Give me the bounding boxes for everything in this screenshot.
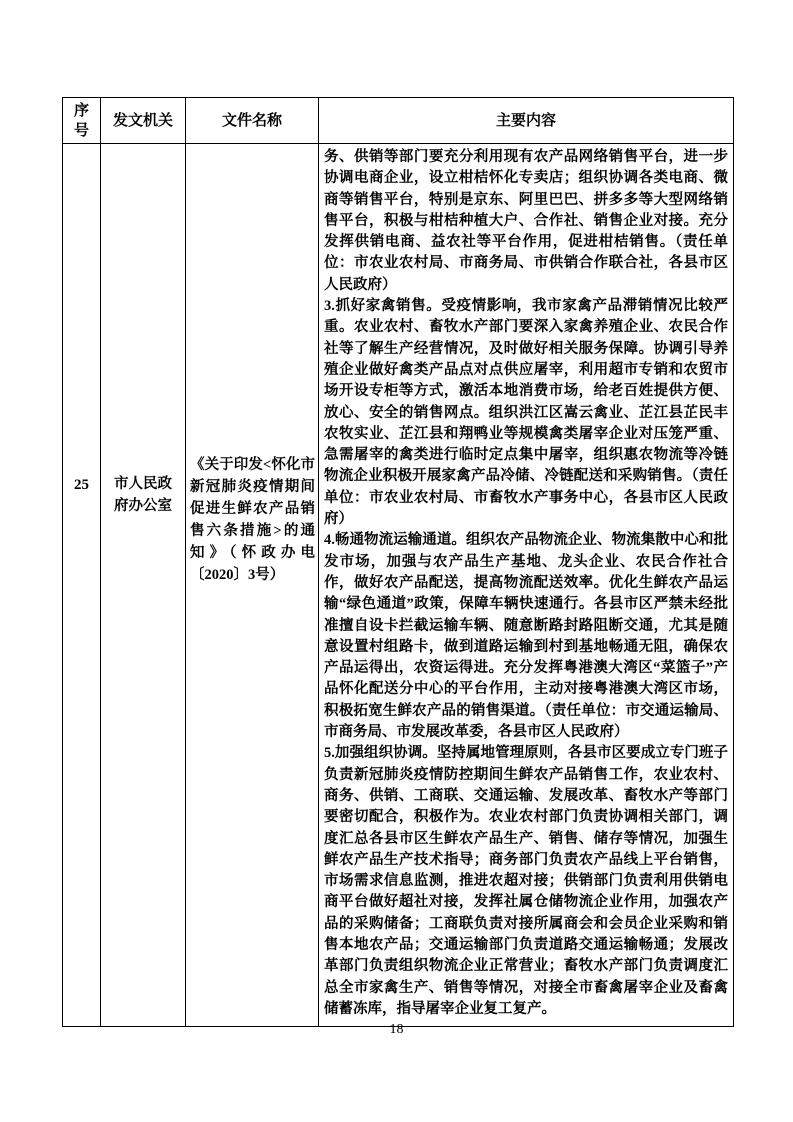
cell-main-content [319, 144, 734, 1027]
table-row [63, 144, 734, 1027]
cell-issuing-agency: 市人民政府办公室 [101, 144, 186, 1027]
content-paragraph-item3: 3.抓好家禽销售。受疫情影响，我市家禽产品滞销情况比较严重。农业农村、畜牧水产部门要深入家禽养殖企业、农民合作社等了解生产经营情况，及时做好相关服务保障。协调引导养殖企业做好禽类产品点对点供应屠宰，利用超市专销和农贸市场开设专柜等方式，激活本地消费市场，给老百姓提供方便、放心、安全的销售网点。组织洪江区嵩云禽业、芷江县芷民丰农牧实业、芷江县和翔鸭业等规模禽类屠宰企业对压笼严重、急需屠宰的禽类进行临时定点集中屠宰，组织惠农物流等冷链物流企业积极开展家禽产品冷储、冷链配送和采购销售。（责任单位：市农业农村局、市畜牧水产事务中心，各县市区人民政府） [324, 298, 728, 528]
content-paragraph-continuation: 务、供销等部门要充分利用现有农产品网络销售平台，进一步协调电商企业，设立柑桔怀化专卖店；组织协调各类电商、微商等销售平台，特别是京东、阿里巴巴、拼多多等大型网络销售平台，积极与柑桔种植大户、合作社、销售企业对接。充分发挥供销电商、益农社等平台作用，促进柑桔销售。（责任单位：市农业农村局、市商务局、市供销合作联合社，各县市区人民政府） [324, 149, 728, 293]
header-main-content: 主要内容 [319, 98, 734, 144]
cell-document-title: 《关于印发<怀化市新冠肺炎疫情期间促进生鲜农产品销售六条措施>的通知》（怀政办电〔2020〕3号） [186, 144, 319, 1027]
table-header-row [63, 98, 734, 144]
page-number: 18 [389, 1022, 404, 1037]
document-table [62, 97, 734, 1027]
content-paragraph-item5: 5.加强组织协调。坚持属地管理原则，各县市区要成立专门班子负责新冠肺炎疫情防控期间生鲜农产品销售工作，农业农村、商务、供销、工商联、交通运输、发展改革、畜牧水产等部门要密切配合，积极作为。农业农村部门负责协调相关部门，调度汇总各县市区生鲜农产品生产、销售、储存等情况，加强生鲜农产品生产技术指导；商务部门负责农产品线上平台销售，市场需求信息监测，推进农超对接；供销部门负责利用供销电商平台做好超社对接，发挥社属仓储物流企业作用，加强农产品的采购储备；工商联负责对接所属商会和会员企业采购和销售本地农产品；交通运输部门负责道路交通运输畅通；发展改革部门负责组织物流企业正常营业；畜牧水产部门负责调度汇总全市家禽生产、销售等情况，对接全市畜禽屠宰企业及畜禽储蓄冻库，指导屠宰企业复工复产。 [324, 745, 728, 1017]
header-issuing-agency: 发文机关 [101, 98, 186, 144]
header-document-name: 文件名称 [186, 98, 319, 144]
header-serial-number: 序号 [63, 98, 101, 144]
cell-serial-number: 25 [63, 144, 101, 1027]
content-paragraph-item4: 4.畅通物流运输通道。组织农产品物流企业、物流集散中心和批发市场，加强与农产品生产基地、龙头企业、农民合作社合作，做好农产品配送，提高物流配送效率。优化生鲜农产品运输“绿色通道”政策，保障车辆快速通行。各县市区严禁未经批准擅自设卡拦截运输车辆、随意断路封路阻断交通，尤其是随意设置村组路卡，做到道路运输到村到基地畅通无阻，确保农产品运得出，农资运得进。充分发挥粤港澳大湾区“菜篮子”产品怀化配送分中心的平台作用，主动对接粤港澳大湾区市场，积极拓宽生鲜农产品的销售渠道。（责任单位：市交通运输局、市商务局、市发展改革委，各县市区人民政府） [324, 532, 728, 741]
